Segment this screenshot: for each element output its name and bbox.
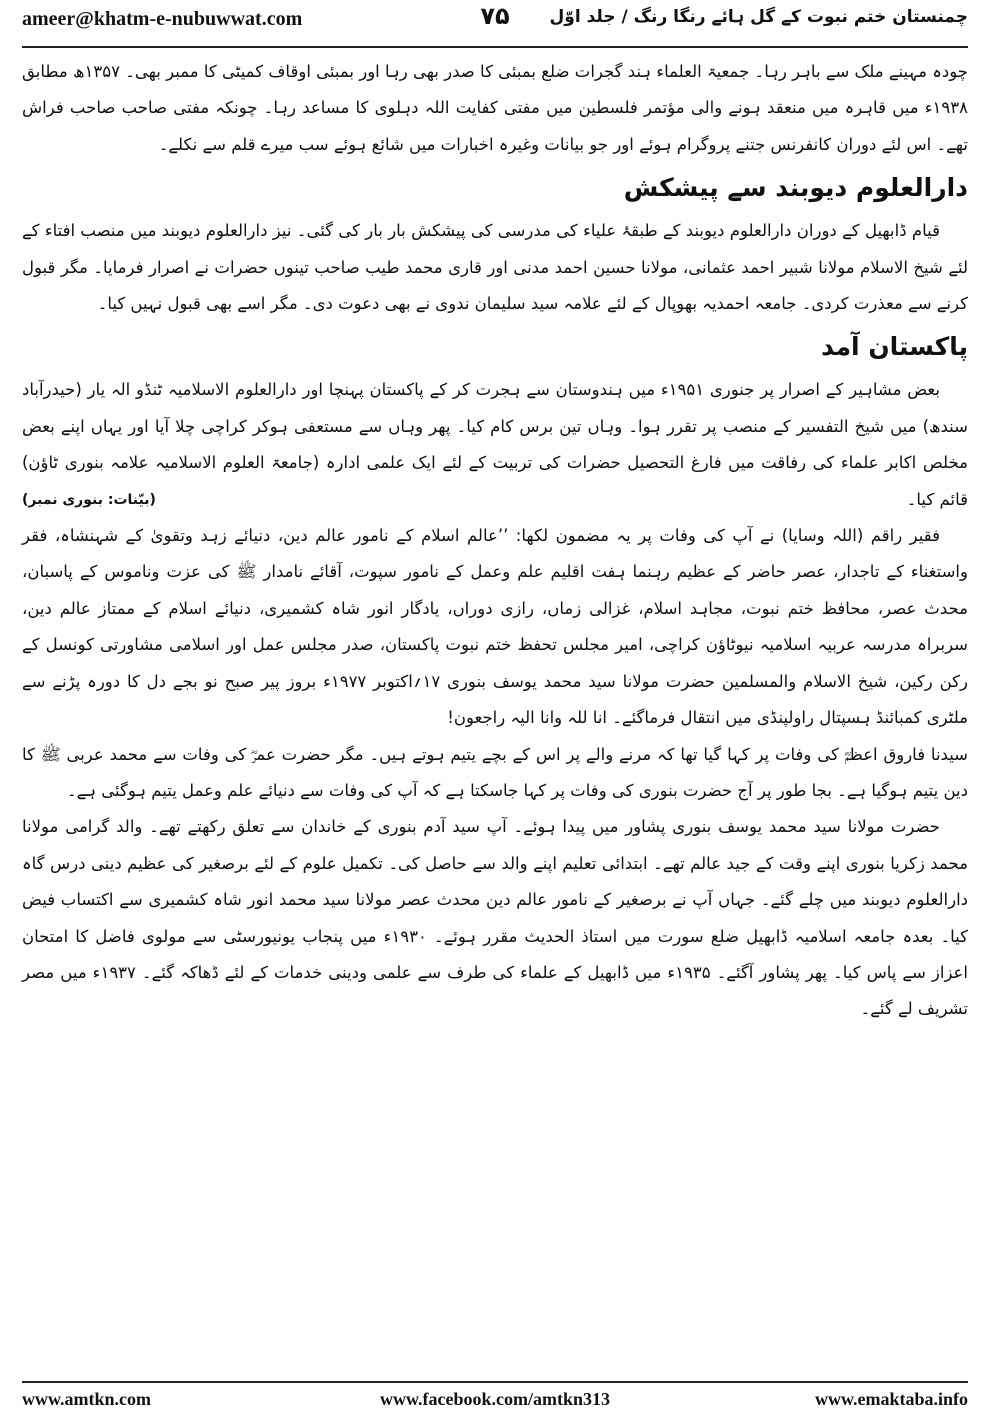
section-heading-pakistan-arrival: پاکستان آمد: [821, 332, 968, 362]
footer-link-facebook[interactable]: www.facebook.com/amtkn313: [380, 1389, 610, 1409]
paragraph-5: سیدنا فاروق اعظمؓ کی وفات پر کہا گیا تھا کہ مرنے والے پر اس کے بچے یتیم ہوتے ہیں۔ مگر حضرت عمرؓ کی وفات سے محمد عربی ﷺ کا دین یتیم ہوگیا ہے۔ بجا طور پر آج حضرت بنوری کی وفات پر کہا جاسکتا ہے کہ آپ کی وفات سے دنیائے علم وعمل یتیم ہوگئی ہے۔: [22, 744, 968, 800]
section-heading-darululoom-offer: دارالعلوم دیوبند سے پیشکش: [623, 173, 968, 203]
header-email[interactable]: ameer@khatm-e-nubuwwat.com: [22, 8, 303, 30]
page-content: [22, 48, 968, 1028]
paragraph-3: بعض مشاہیر کے اصرار پر جنوری ۱۹۵۱ء میں ہندوستان سے ہجرت کر کے پاکستان پہنچا اور دارالعلوم الاسلامیہ ٹنڈو الہ یار (حیدرآباد سندھ) میں شیخ التفسیر کے منصب پر تقرر ہوا۔ وہاں تین برس کام کیا۔ پھر وہاں سے مستعفی ہوکر کراچی چلا آیا اور یہاں اپنے بعض مخلص اکابر علماء کی رفاقت میں فارغ التحصیل حضرات کی تربیت کے لئے ایک علمی ادارہ (جامعۃ العلوم الاسلامیہ علامہ بنوری ٹاؤن) قائم کیا۔: [22, 380, 968, 509]
paragraph-6: حضرت مولانا سید محمد یوسف بنوری پشاور میں پیدا ہوئے۔ آپ سید آدم بنوری کے خاندان سے تعلق رکھتے تھے۔ والد گرامی مولانا محمد زکریا بنوری اپنے وقت کے جید عالم تھے۔ ابتدائی تعلیم اپنے والد سے حاصل کی۔ تکمیل علوم کے لئے برصغیر کی عظیم دینی درس گاہ دارالعلوم دیوبند میں چلے گئے۔ جہاں آپ نے برصغیر کے نامور عالم دین محدث عصر مولانا سید محمد انور شاہ کشمیری سے اکتساب فیض کیا۔ بعدہ جامعہ اسلامیہ ڈابھیل ضلع سورت میں استاذ الحدیث مقرر ہوئے۔ ۱۹۳۰ء میں پنجاب یونیورسٹی سے مولوی فاضل کا امتحان اعزاز سے پاس کیا۔ پھر پشاور آگئے۔ ۱۹۳۵ء میں ڈابھیل کے علماء کی طرف سے علمی ودینی خدمات کے لئے ڈھاکہ گئے۔ ۱۹۳۷ء میں مصر تشریف لے گئے۔: [22, 817, 968, 1019]
paragraph-4: فقیر راقم (اللہ وسایا) نے آپ کی وفات پر یہ مضمون لکھا: ’’عالم اسلام کے نامور عالم دین، دنیائے زہد وتقویٰ کے شہنشاہ، فقر واستغناء کے تاجدار، عصر حاضر کے عظیم رہنما ہفت اقلیم علم وعمل کے نامور سپوت، آقائے نامدار ﷺ کی عزت وناموس کے پاسبان، محدث عصر، محافظ ختم نبوت، مجاہد اسلام، غزالی زماں، رازی دوراں، یادگار انور شاہ کشمیری، دنیائے اسلام کے ممتاز عالم دین، سربراہ مدرسہ عربیہ اسلامیہ نیوٹاؤن کراچی، امیر مجلس تحفظ ختم نبوت پاکستان، صدر مجلس عمل اور اسلامی مشاورتی کونسل کے رکن رکین، شیخ الاسلام والمسلمین حضرت مولانا سید محمد یوسف بنوری ۱۷؍اکتوبر ۱۹۷۷ء بروز پیر صبح نو بجے دل کا دورہ پڑنے سے ملٹری کمبائنڈ ہسپتال راولپنڈی میں انتقال فرماگئے۔ انا للہ وانا الیہ راجعون!: [22, 526, 968, 728]
reference-note: (بیّنات: بنوری نمبر): [22, 492, 156, 509]
footer-link-emaktaba[interactable]: www.emaktaba.info: [814, 1389, 968, 1409]
page-number: ۷۵: [480, 2, 510, 30]
footer-link-amtkn[interactable]: www.amtkn.com: [22, 1389, 151, 1409]
page-footer: [22, 1381, 968, 1417]
book-title: چمنستان ختم نبوت کے گل ہائے رنگا رنگ / جلد اوّل: [549, 7, 968, 27]
paragraph-1: چودہ مہینے ملک سے باہر رہا۔ جمعیۃ العلماء ہند گجرات ضلع بمبئی کا صدر بھی رہا اور بمبئی اوقاف کمیٹی کا ممبر بھی۔ ۱۳۵۷ھ مطابق ۱۹۳۸ء میں قاہرہ میں منعقد ہونے والی مؤتمر فلسطین میں مفتی کفایت اللہ دہلوی کا مساعد رہا۔ چونکہ مفتی صاحب صاحب فراش تھے۔ اس لئے دوران کانفرنس جتنے پروگرام ہوئے اور جو بیانات وغیرہ اخبارات میں شائع ہوئے سب میرے قلم سے نکلے۔: [22, 62, 968, 154]
paragraph-2: قیام ڈابھیل کے دوران دارالعلوم دیوبند کے طبقۂ علیاء کی مدرسی کی پیشکش بار بار کی گئی۔ نیز دارالعلوم دیوبند میں منصب افتاء کے لئے شیخ الاسلام مولانا شبیر احمد عثمانی، مولانا حسین احمد مدنی اور قاری محمد طیب صاحب تینوں حضرات نے اصرار فرمایا۔ مگر قبول کرنے سے معذرت کردی۔ جامعہ احمدیہ بھوپال کے لئے علامہ سید سلیمان ندوی نے بھی دعوت دی۔ مگر اسے بھی قبول نہیں کیا۔: [22, 221, 968, 314]
page-header: [22, 0, 968, 48]
